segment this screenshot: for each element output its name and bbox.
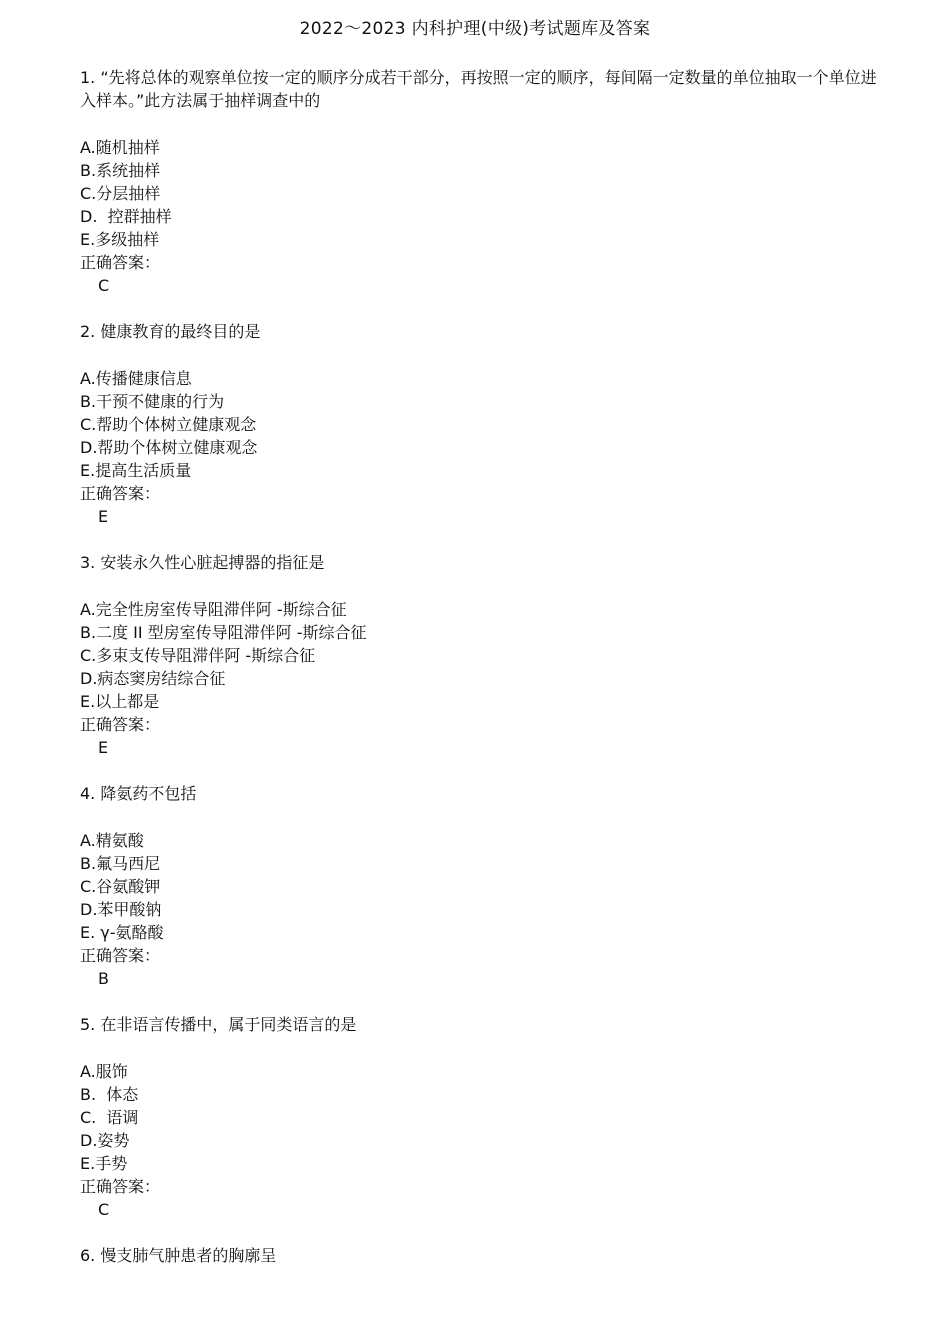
option-d: D.苯甲酸钠 <box>80 900 162 919</box>
question-item <box>80 551 880 759</box>
question-item <box>80 66 880 297</box>
option-d: D. 控群抽样 <box>80 207 172 226</box>
question-stem: 1. “先将总体的观察单位按一定的顺序分成若干部分，再按照一定的顺序，每间隔一定数量的单位抽取一个单位进入样本。”此方法属于抽样调查中的 <box>80 68 877 110</box>
option-d: D.病态窦房结综合征 <box>80 669 226 688</box>
option-c: C.帮助个体树立健康观念 <box>80 415 257 434</box>
option-a: A.传播健康信息 <box>80 369 192 388</box>
option-c: C.谷氨酸钾 <box>80 877 161 896</box>
option-b: B. 体态 <box>80 1085 139 1104</box>
option-e: E.以上都是 <box>80 692 160 711</box>
answer-label: 正确答案： <box>80 253 161 272</box>
option-a: A.服饰 <box>80 1062 128 1081</box>
question-stem: 6. 慢支肺气肿患者的胸廓呈 <box>80 1246 277 1265</box>
option-list <box>80 1060 880 1175</box>
question-stem: 2. 健康教育的最终目的是 <box>80 322 261 341</box>
option-e: E.提高生活质量 <box>80 461 192 480</box>
answer-value: C <box>98 1200 110 1219</box>
option-d: D.姿势 <box>80 1131 130 1150</box>
option-list <box>80 829 880 944</box>
option-c: C. 语调 <box>80 1108 139 1127</box>
question-stem: 4. 降氨药不包括 <box>80 784 197 803</box>
question-item <box>80 1013 880 1221</box>
option-d: D.帮助个体树立健康观念 <box>80 438 258 457</box>
question-list <box>80 66 880 1290</box>
option-b: B.系统抽样 <box>80 161 161 180</box>
answer-label: 正确答案： <box>80 946 161 965</box>
answer-value: E <box>98 507 109 526</box>
answer-label: 正确答案： <box>80 715 161 734</box>
answer-value: B <box>98 969 109 988</box>
answer-value: E <box>98 738 109 757</box>
document-title: 2022～2023 内科护理(中级)考试题库及答案 <box>299 19 651 39</box>
option-e: E.手势 <box>80 1154 128 1173</box>
question-item <box>80 320 880 528</box>
option-b: B.氟马西尼 <box>80 854 161 873</box>
option-list <box>80 367 880 482</box>
question-stem: 3. 安装永久性心脏起搏器的指征是 <box>80 553 325 572</box>
question-stem: 5. 在非语言传播中，属于同类语言的是 <box>80 1015 357 1034</box>
answer-label: 正确答案： <box>80 1177 161 1196</box>
question-item <box>80 782 880 990</box>
answer-value: C <box>98 276 110 295</box>
option-b: B.二度 II 型房室传导阻滞伴阿 -斯综合征 <box>80 623 367 642</box>
answer-label: 正确答案： <box>80 484 161 503</box>
option-e: E. γ-氨酪酸 <box>80 923 164 942</box>
question-item <box>80 1244 880 1267</box>
option-b: B.干预不健康的行为 <box>80 392 225 411</box>
option-c: C.多束支传导阻滞伴阿 -斯综合征 <box>80 646 316 665</box>
option-e: E.多级抽样 <box>80 230 160 249</box>
option-a: A.随机抽样 <box>80 138 160 157</box>
option-list <box>80 598 880 713</box>
option-c: C.分层抽样 <box>80 184 161 203</box>
option-list <box>80 136 880 251</box>
option-a: A.精氨酸 <box>80 831 144 850</box>
option-a: A.完全性房室传导阻滞伴阿 -斯综合征 <box>80 600 347 619</box>
